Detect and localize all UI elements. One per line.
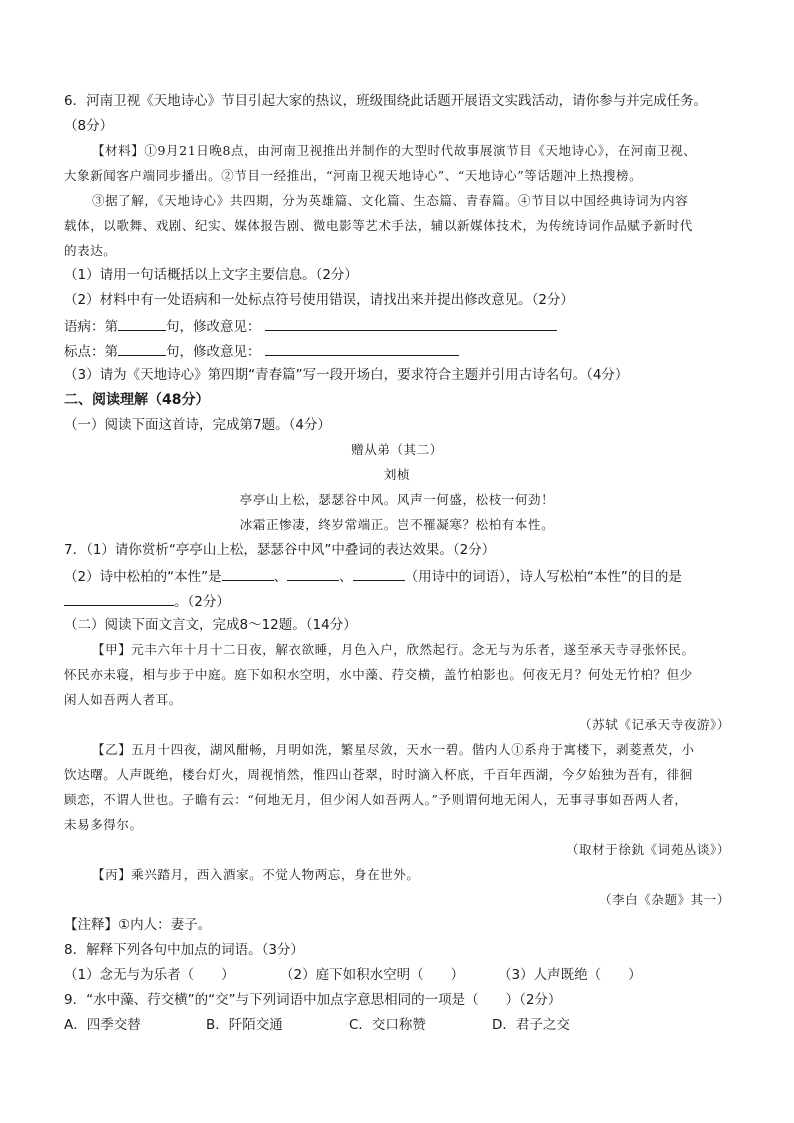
answer-blank[interactable]	[353, 566, 405, 581]
q7-2-text-2: （用诗中的词语），诗人写松柏“本性”的目的是	[404, 569, 682, 585]
passage-jia-source: （苏轼《记承天寺夜游》）	[579, 717, 730, 732]
q9: 9．“水中藻、荇交横”的“交”与下列词语中加点字意思相同的一项是（ ）（2分）	[64, 992, 562, 1008]
q7-2-score: 。（2分）	[174, 594, 230, 610]
footnote: 【注释】①内人：妻子。	[64, 917, 212, 933]
q9-option-a[interactable]: A．四季交替	[64, 1017, 141, 1033]
q6-material-line: 大象新闻客户端同步播出。②节目一经推出，“河南卫视天地诗心”、“天地诗心”等话题冲上热搜榜。	[64, 168, 643, 183]
answer-blank[interactable]	[222, 566, 274, 581]
yubing-label-2: 句，修改意见：	[166, 319, 261, 335]
q9-option-d[interactable]: D．君子之交	[492, 1017, 570, 1033]
q7-1: 7．（1）请你赏析“亭亭山上松，瑟瑟谷中风”中叠词的表达效果。（2分）	[64, 542, 496, 558]
q6-material-line: 的表达。	[64, 243, 117, 258]
q6-sub1: （1）请用一句话概括以上文字主要信息。（2分）	[64, 267, 358, 283]
sentence-number-blank[interactable]	[118, 316, 166, 331]
passage-yi-line: 顾恋，不谓人世也。子瞻有云：“何地无月，但少闲人如吾两人。”予则谓何地无闲人，无事寻事如吾两人者，	[64, 792, 688, 807]
q8: 8．解释下列各句中加点的词语。（3分）	[64, 942, 304, 958]
q8-item: （2）庭下如积水空明（ ）	[280, 967, 465, 983]
q6-biaodian-row	[64, 341, 459, 361]
q7-2-row-2	[64, 591, 230, 611]
q8-item: （3）人声既绝（ ）	[498, 967, 642, 983]
q9-option-c[interactable]: C．交口称赞	[349, 1017, 426, 1033]
passage-yi-line: 【乙】五月十四夜，湖风酣畅，月明如洗，繁星尽敛，天水一碧。偕内人①系舟于寓楼下，剥菱煮芡，小	[92, 742, 695, 757]
passage-jia-line: 【甲】元丰六年十月十二日夜，解衣欲睡，月色入户，欣然起行。念无与为乐者，遂至承天寺寻张怀民。	[92, 642, 695, 657]
passage-yi-source: （取材于徐釚《词苑丛谈》）	[565, 842, 730, 857]
sentence-number-blank[interactable]	[118, 341, 166, 356]
passage-bing-line: 【丙】乘兴踏月，西入酒家。不觉人物两忘，身在世外。	[92, 867, 420, 882]
revision-blank[interactable]	[265, 341, 459, 356]
q6-material-line: 【材料】①9月21日晚8点，由河南卫视推出并制作的大型时代故事展演节目《天地诗心》，在河南卫视、	[92, 143, 697, 158]
part1-heading: （一）阅读下面这首诗，完成第7题。（4分）	[64, 417, 331, 433]
q6-yubing-row	[64, 316, 557, 336]
q6-sub2: （2）材料中有一处语病和一处标点符号使用错误，请找出来并提出修改意见。（2分）	[64, 292, 574, 308]
passage-jia-line: 闲人如吾两人者耳。	[64, 692, 182, 707]
separator: 、	[339, 569, 353, 585]
passage-yi-line: 饮达曙。人声既绝，楼台灯火，周视悄然，惟四山苍翠，时时滴入杯底，千百年西湖，今夕始独为吾有，徘徊	[64, 767, 693, 782]
yubing-label: 语病：第	[64, 319, 118, 335]
poem-line: 亭亭山上松，瑟瑟谷中风。风声一何盛，松枝一何劲！	[239, 492, 555, 507]
q7-2-row	[64, 566, 682, 586]
biaodian-label-2: 句，修改意见：	[166, 344, 261, 360]
section-title: 二、阅读理解（48分）	[64, 392, 210, 408]
q6-material-line: 载体，以歌舞、戏剧、纪实、媒体报告剧、微电影等艺术手法，辅以新媒体技术，为传统诗词作品赋予新时代	[64, 218, 693, 233]
poem-author: 刘桢	[383, 467, 411, 482]
passage-jia-line: 怀民亦未寝，相与步于中庭。庭下如积水空明，水中藻、荇交横，盖竹柏影也。何夜无月？何处无竹柏？但少	[64, 667, 693, 682]
q7-2-text: （2）诗中松柏的“本性”是	[64, 569, 222, 585]
poem-line: 冰霜正惨凄，终岁常端正。岂不罹凝寒？松柏有本性。	[239, 517, 555, 532]
q6-material-line: ③据了解，《天地诗心》共四期，分为英雄篇、文化篇、生态篇、青春篇。④节目以中国经典诗词为内容	[92, 193, 689, 208]
q8-item: （1）念无与为乐者（ ）	[64, 967, 235, 983]
passage-yi-line: 未易多得尔。	[64, 817, 143, 832]
answer-blank[interactable]	[64, 591, 174, 606]
biaodian-label: 标点：第	[64, 344, 118, 360]
revision-blank[interactable]	[265, 316, 557, 331]
poem-title: 赠从弟（其二）	[351, 442, 443, 457]
part2-heading: （二）阅读下面文言文，完成8～12题。（14分）	[64, 617, 357, 633]
passage-bing-source: （李白《杂题》其一）	[598, 892, 730, 907]
q6-intro: 6．河南卫视《天地诗心》节目引起大家的热议，班级围绕此话题开展语文实践活动，请你参与并完成任务。	[64, 93, 708, 109]
q9-option-b[interactable]: B．阡陌交通	[206, 1017, 283, 1033]
separator: 、	[273, 569, 288, 585]
q6-sub3: （3）请为《天地诗心》第四期“青春篇”写一段开场白，要求符合主题并引用古诗名句。（4分）	[64, 367, 629, 383]
q6-score: （8分）	[64, 118, 114, 134]
answer-blank[interactable]	[287, 566, 339, 581]
